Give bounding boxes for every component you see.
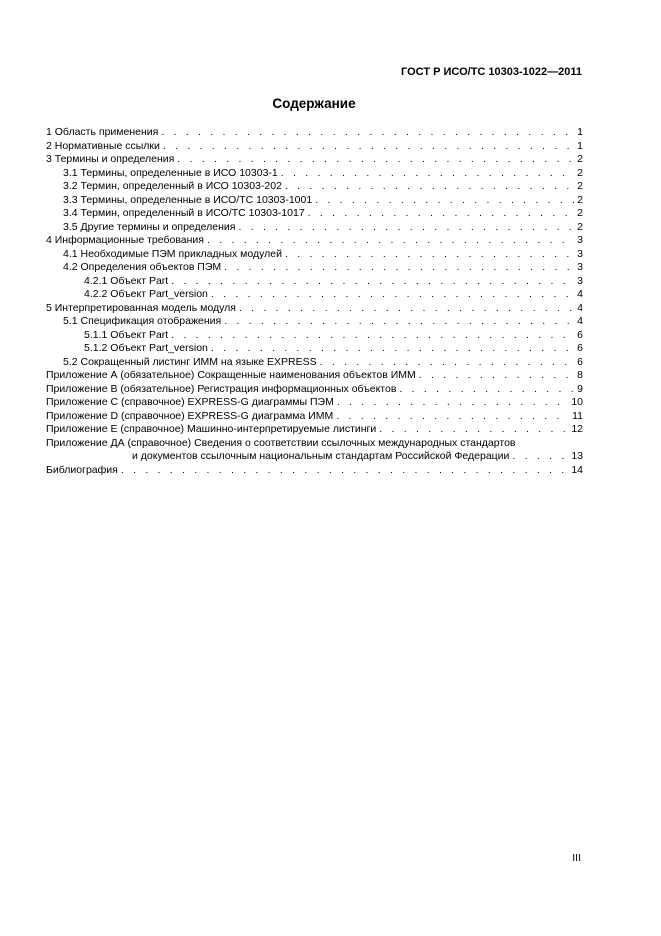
toc-entry-text: 4 Информационные требования	[46, 234, 204, 246]
toc-page-number: 6	[577, 355, 583, 368]
toc-entry-section-4-2-2[interactable]	[46, 288, 583, 302]
toc-entry-section-3-3[interactable]	[46, 194, 583, 208]
toc-title: Содержание	[272, 96, 356, 111]
toc-entry-text-line1: Приложение ДА (справочное) Сведения о соответствии ссылочных международных стандартов	[46, 436, 516, 449]
toc-entry-text: Приложение А (обязательное) Сокращенные наименования объектов ИММ	[46, 369, 416, 381]
toc-entry-text: 3.3 Термины, определенные в ИСО/ТС 10303-1001	[63, 193, 313, 206]
toc-entry-text: 5.2 Сокращенный листинг ИММ на языке EXPRESS	[63, 355, 317, 368]
toc-page-number: 3	[577, 274, 583, 287]
toc-page-number: 3	[577, 234, 583, 246]
toc-entry-section-5-2[interactable]	[46, 356, 583, 370]
toc-page-number: 4	[577, 301, 583, 314]
toc-entry-text: 3.5 Другие термины и определения	[63, 220, 236, 233]
toc-entry-section-4-2-1[interactable]	[46, 275, 583, 289]
toc-page-number: 4	[577, 315, 583, 327]
toc-entry-text: Приложение D (справочное) EXPRESS-G диаграмма ИММ	[46, 409, 334, 422]
toc-entry-text: 3 Термины и определения	[46, 153, 175, 165]
toc-page-number: 4	[577, 288, 583, 300]
dot-leader	[161, 126, 574, 140]
dot-leader	[239, 302, 574, 316]
toc-entry-bibliography[interactable]	[46, 464, 583, 478]
toc-entry-section-4-2[interactable]	[46, 261, 583, 275]
toc-page-number: 1	[577, 139, 583, 152]
toc-entry-text: 5.1.2 Объект Part_version	[84, 342, 208, 354]
toc-entry-text: Приложение Е (справочное) Машинно-интерпретируемые листинги	[46, 423, 377, 435]
toc-page-number: 3	[577, 247, 583, 260]
dot-leader	[399, 383, 574, 397]
dot-leader	[171, 275, 574, 289]
toc-entry-text: 5.1 Спецификация отображения	[63, 315, 222, 327]
toc-entry-annex-e[interactable]	[46, 423, 583, 437]
toc-entry-section-5-1[interactable]	[46, 315, 583, 329]
toc-page-number: 14	[571, 463, 583, 476]
toc-page-number: 1	[577, 126, 583, 138]
toc-entry-section-5-1-2[interactable]	[46, 342, 583, 356]
dot-leader	[419, 369, 574, 383]
toc-entry-annex-c[interactable]	[46, 396, 583, 410]
toc-entry-text: 4.2.1 Объект Part	[84, 274, 169, 287]
dot-leader	[171, 329, 574, 343]
toc-page-number: 2	[577, 220, 583, 233]
dot-leader	[281, 167, 574, 181]
dot-leader	[163, 140, 574, 154]
toc-entry-text: 3.4 Термин, определенный в ИСО/ТС 10303-1017	[63, 207, 305, 219]
toc-entry-text: 4.1 Необходимые ПЭМ прикладных модулей	[63, 247, 282, 260]
toc-entry-section-3-4[interactable]	[46, 207, 583, 221]
toc-entry-section-4[interactable]	[46, 234, 583, 248]
dot-leader	[379, 423, 568, 437]
toc-page-number: 6	[577, 328, 583, 341]
toc-page-number: 2	[577, 207, 583, 219]
toc-entry-annex-a[interactable]	[46, 369, 583, 383]
toc-entry-section-1[interactable]	[46, 126, 583, 140]
toc-entry-text: 2 Нормативные ссылки	[46, 139, 160, 152]
toc-entry-annex-da[interactable]	[46, 437, 583, 464]
dot-leader	[512, 450, 568, 464]
dot-leader	[308, 207, 574, 221]
page-number: III	[572, 852, 581, 864]
toc-page-number: 2	[577, 193, 583, 206]
toc-entry-text-line2: и документов ссылочным национальным стандартам Российской Федерации	[132, 450, 510, 462]
dot-leader	[238, 221, 574, 235]
toc-entry-section-3-1[interactable]	[46, 167, 583, 181]
toc-entry-section-3-2[interactable]	[46, 180, 583, 194]
toc-page-number: 8	[577, 369, 583, 381]
toc-page-number: 9	[577, 382, 583, 395]
toc-entry-text: 4.2 Определения объектов ПЭМ	[63, 261, 222, 273]
toc-page-number: 2	[577, 153, 583, 165]
dot-leader	[211, 288, 574, 302]
toc-entry-text: 3.1 Термины, определенные в ИСО 10303-1	[63, 166, 278, 179]
dot-leader	[177, 153, 574, 167]
document-code-header: ГОСТ Р ИСО/ТС 10303-1022—2011	[401, 66, 582, 78]
toc-entry-section-3[interactable]	[46, 153, 583, 167]
toc-page-number: 3	[577, 261, 583, 273]
toc-page-number: 2	[577, 180, 583, 192]
table-of-contents	[46, 126, 583, 477]
dot-leader	[337, 396, 569, 410]
toc-entry-section-2[interactable]	[46, 140, 583, 154]
toc-entry-text: 5 Интерпретированная модель модуля	[46, 301, 236, 314]
toc-page-number: 10	[571, 396, 583, 408]
dot-leader	[121, 464, 568, 478]
toc-page-number: 2	[577, 166, 583, 179]
dot-leader	[211, 342, 574, 356]
toc-entry-annex-d[interactable]	[46, 410, 583, 424]
toc-page-number: 13	[571, 450, 583, 462]
dot-leader	[207, 234, 574, 248]
dot-leader	[285, 180, 574, 194]
toc-entry-section-5-1-1[interactable]	[46, 329, 583, 343]
dot-leader	[285, 248, 574, 262]
dot-leader	[336, 410, 569, 424]
toc-entry-text: 1 Область применения	[46, 126, 159, 138]
toc-page-number: 6	[577, 342, 583, 354]
dot-leader	[224, 315, 574, 329]
toc-entry-text: 4.2.2 Объект Part_version	[84, 288, 208, 300]
toc-page-number: 11	[572, 409, 583, 422]
toc-entry-text: Приложение С (справочное) EXPRESS-G диаграммы ПЭМ	[46, 396, 334, 408]
dot-leader	[315, 194, 574, 208]
toc-entry-text: Библиография	[46, 463, 118, 476]
dot-leader	[320, 356, 575, 370]
toc-entry-section-3-5[interactable]	[46, 221, 583, 235]
toc-entry-text: 5.1.1 Объект Part	[84, 328, 169, 341]
toc-page-number: 12	[571, 423, 583, 435]
toc-entry-section-4-1[interactable]	[46, 248, 583, 262]
dot-leader	[224, 261, 574, 275]
toc-entry-section-5[interactable]	[46, 302, 583, 316]
toc-entry-text: Приложение В (обязательное) Регистрация информационных объектов	[46, 382, 397, 395]
toc-entry-text: 3.2 Термин, определенный в ИСО 10303-202	[63, 180, 282, 192]
toc-entry-annex-b[interactable]	[46, 383, 583, 397]
